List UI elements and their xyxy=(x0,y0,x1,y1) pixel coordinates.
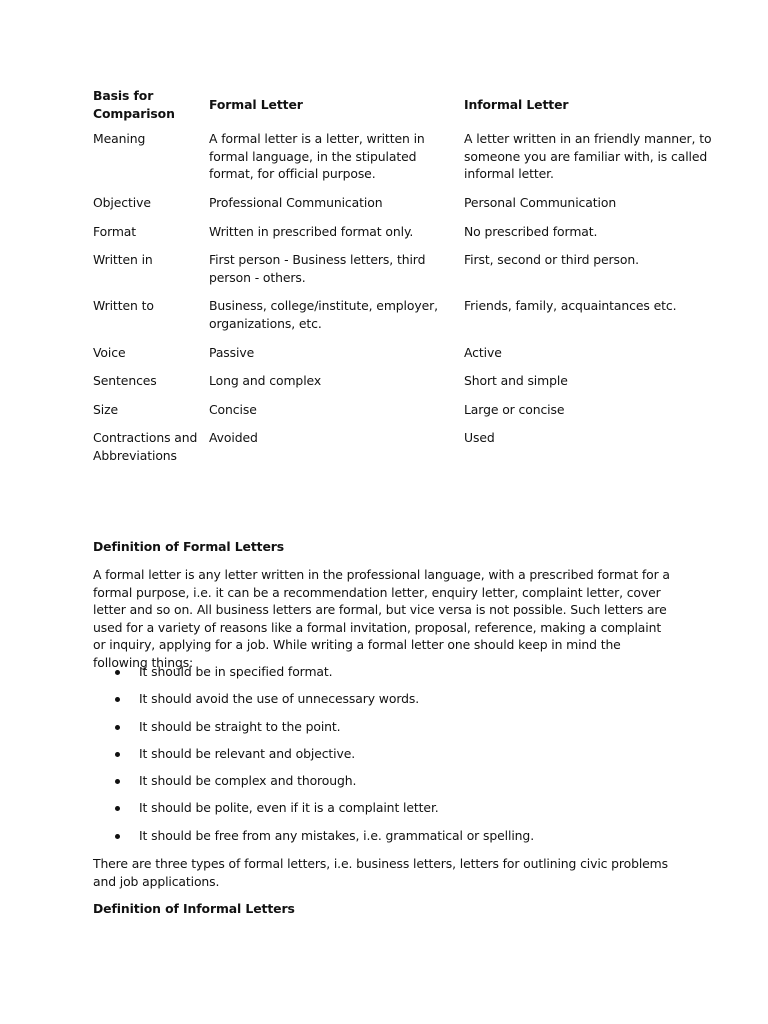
table-row xyxy=(93,344,713,373)
table-body xyxy=(93,130,713,475)
basis-cell: Meaning xyxy=(93,131,146,147)
header-informal-letter: Informal Letter xyxy=(464,97,569,112)
formal-letter-cell: Concise xyxy=(209,401,257,417)
bullet-point-icon xyxy=(115,806,120,811)
formal-letter-cell: Business, college/institute, employer, organizations, etc. xyxy=(209,298,438,331)
header-basis: Basis for Comparison xyxy=(93,88,175,121)
formal-letter-cell: Professional Communication xyxy=(209,194,383,210)
table-row xyxy=(93,429,713,475)
bullet-point-icon xyxy=(115,725,120,730)
table-row xyxy=(93,194,713,223)
list-item xyxy=(93,663,653,690)
formal-letters-heading: Definition of Formal Letters xyxy=(93,539,285,554)
list-item-text: It should be free from any mistakes, i.e. grammatical or spelling. xyxy=(139,827,535,843)
bullet-point-icon xyxy=(115,697,120,702)
list-item xyxy=(93,718,653,745)
informal-letter-cell: Short and simple xyxy=(464,373,568,389)
basis-cell: Size xyxy=(93,401,119,417)
list-item xyxy=(93,799,653,826)
informal-letter-cell: No prescribed format. xyxy=(464,223,598,239)
list-item-text: It should be straight to the point. xyxy=(139,718,341,734)
basis-cell: Format xyxy=(93,223,137,239)
formal-letter-cell: Written in prescribed format only. xyxy=(209,223,414,239)
formal-letter-cell: First person - Business letters, third person - others. xyxy=(209,252,426,285)
comparison-table xyxy=(93,87,713,476)
basis-cell: Objective xyxy=(93,194,151,210)
table-row xyxy=(93,251,713,297)
informal-letter-cell: Active xyxy=(464,344,502,360)
table-row xyxy=(93,297,713,343)
list-item xyxy=(93,690,653,717)
bullet-point-icon xyxy=(115,779,120,784)
basis-cell: Voice xyxy=(93,344,126,360)
informal-letter-cell: A letter written in an friendly manner, to someone you are familiar with, is called informal letter. xyxy=(464,131,712,182)
informal-letter-cell: Friends, family, acquaintances etc. xyxy=(464,298,677,314)
basis-cell: Sentences xyxy=(93,373,157,389)
bullet-point-icon xyxy=(115,752,120,757)
formal-letters-intro: A formal letter is any letter written in the professional language, with a prescribed format for a formal purpose, i.e. it can be a recommendation letter, enquiry letter, complaint letter, cover letter and so on. All business letters are formal, but vice versa is not possible. Such letters are used for a variety of reasons like a formal invitation, proposal, reference, making a complaint or inquiry, applying for a job. While writing a formal letter one should keep in mind the following things: xyxy=(93,567,670,670)
formal-letter-cell: Passive xyxy=(209,344,255,360)
bullet-point-icon xyxy=(115,834,120,839)
bullet-point-icon xyxy=(115,670,120,675)
formal-letter-cell: Long and complex xyxy=(209,373,322,389)
list-item-text: It should be in specified format. xyxy=(139,664,333,679)
header-formal-letter: Formal Letter xyxy=(209,97,303,112)
basis-cell: Contractions and Abbreviations xyxy=(93,430,198,463)
informal-letter-cell: Used xyxy=(464,430,495,446)
basis-cell: Written to xyxy=(93,298,154,314)
list-item-text: It should avoid the use of unnecessary words. xyxy=(139,691,420,707)
table-row xyxy=(93,223,713,252)
table-row xyxy=(93,372,713,401)
formal-letter-cell: Avoided xyxy=(209,430,258,446)
basis-cell: Written in xyxy=(93,252,153,268)
informal-letter-cell: First, second or third person. xyxy=(464,252,639,268)
list-item xyxy=(93,745,653,772)
list-item xyxy=(93,772,653,799)
list-item-text: It should be relevant and objective. xyxy=(139,745,356,761)
list-item-text: It should be complex and thorough. xyxy=(139,773,357,789)
table-row xyxy=(93,401,713,430)
table-header-row xyxy=(93,87,713,130)
formal-letter-guidelines-list xyxy=(93,663,653,854)
informal-letter-cell: Large or concise xyxy=(464,401,565,417)
informal-letters-heading: Definition of Informal Letters xyxy=(93,901,295,916)
informal-letter-cell: Personal Communication xyxy=(464,194,617,210)
formal-letter-types-paragraph: There are three types of formal letters, i.e. business letters, letters for outlining civic problems and job applications. xyxy=(93,856,668,889)
list-item-text: It should be polite, even if it is a complaint letter. xyxy=(139,800,439,816)
table-row xyxy=(93,130,713,194)
list-item xyxy=(93,827,653,854)
formal-letter-cell: A formal letter is a letter, written in formal language, in the stipulated format, for official purpose. xyxy=(209,131,425,182)
